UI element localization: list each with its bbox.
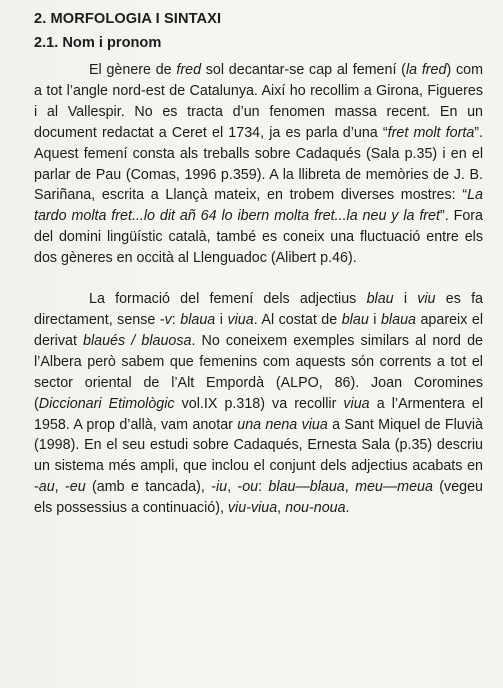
italic-term: viua	[343, 395, 370, 412]
text-run: El gènere de	[89, 62, 177, 78]
text-run: ) com a tot l’angle nord-est de Catalunya. Així ho recollim a Girona, Figueres i al Vallespir. No es tracta d’un fenomen massa recent. En un document redactat a Ceret el 1734, ja es parla d’una “	[34, 62, 483, 141]
paragraph-adjective-feminine	[34, 289, 483, 519]
text-run: (amb e tancada), -	[85, 479, 216, 496]
italic-term: Diccionari Etimològic	[38, 395, 175, 412]
text-run: i	[393, 291, 418, 308]
text-run: , -	[54, 479, 70, 496]
text-run: ”. Aquest femení consta als treballs sobre Cadaqués (Sala p.35) i en el parlar de Pau (Comas, 1996 p.359). A la llibreta de memòries de J. B. Sariñana, escrita a Llançà mateix, en trobem diverses mostres: “	[34, 124, 484, 204]
text-run: . Al costat de	[253, 311, 342, 328]
italic-term: blau—blaua	[268, 479, 345, 496]
text-run: :	[258, 479, 269, 496]
italic-term: La tardo molta fret...lo dit añ 64 lo ibern molta fret...la neu y la fret	[34, 187, 483, 225]
italic-term: blaués / blauosa	[83, 332, 192, 349]
text-run: ”. Fora del domini lingüístic català, també es coneix una fluctuació entre els dos gèneres en occità al Llenguadoc (Alibert p.46).	[34, 208, 483, 267]
body-text	[34, 60, 483, 519]
italic-term: meu—meua	[355, 479, 433, 496]
italic-term: blau	[341, 311, 369, 328]
text-run: vol.IX p.318) va recollir	[174, 395, 344, 412]
italic-term: viu	[417, 291, 436, 308]
paragraph-fred-gender	[34, 60, 483, 269]
subsection-heading: 2.1. Nom i pronom	[34, 35, 162, 51]
italic-term: eu	[69, 479, 86, 496]
italic-term: au	[38, 479, 55, 496]
italic-term: viua	[227, 311, 254, 328]
text-run: i	[368, 311, 381, 328]
text-run: i	[215, 311, 228, 328]
text-run: apareix el derivat	[34, 311, 484, 349]
italic-term: iu	[215, 479, 228, 496]
italic-term: la fred	[405, 62, 447, 78]
section-heading: 2. MORFOLOGIA I SINTAXI	[34, 11, 222, 27]
italic-term: fret molt forta	[387, 124, 475, 141]
text-run: a Sant Miquel de Fluvià (1998). En el seu estudi sobre Cadaqués, Ernesta Sala (p.35) descriu un sistema més ampli, que inclou el conjunt dels adjectius acabats en -	[34, 416, 483, 496]
text-run: es fa directament, sense -	[34, 291, 484, 328]
italic-term: ou	[242, 479, 259, 496]
italic-term: blau	[366, 291, 394, 308]
text-run: . No coneixem exemples similars al nord de l’Albera però sabem que femenins com aquests són corrents a tot el sector oriental de l’Alt Empordà (ALPO, 86). Joan Coromines (	[34, 332, 483, 412]
text-run: a l’Armentera el 1958. A prop d’allà, vam anotar	[34, 395, 484, 433]
text-run: (vegeu els possessius a continuació),	[34, 479, 483, 517]
text-run: .	[345, 500, 350, 517]
italic-term: nou-noua	[285, 500, 346, 517]
italic-term: v	[164, 311, 172, 328]
text-run: :	[171, 311, 181, 328]
italic-term: fred	[176, 62, 202, 78]
text-run: ,	[277, 500, 286, 517]
italic-term: blaua	[180, 311, 216, 328]
text-run: ,	[344, 479, 356, 496]
text-run: La formació del femení dels adjectius	[89, 291, 367, 308]
text-run: sol decantar-se cap al femení (	[201, 62, 406, 78]
text-run: , -	[227, 479, 243, 496]
italic-term: una nena viua	[237, 416, 328, 433]
italic-term: blaua	[380, 311, 416, 328]
italic-term: viu-viua	[227, 500, 278, 517]
